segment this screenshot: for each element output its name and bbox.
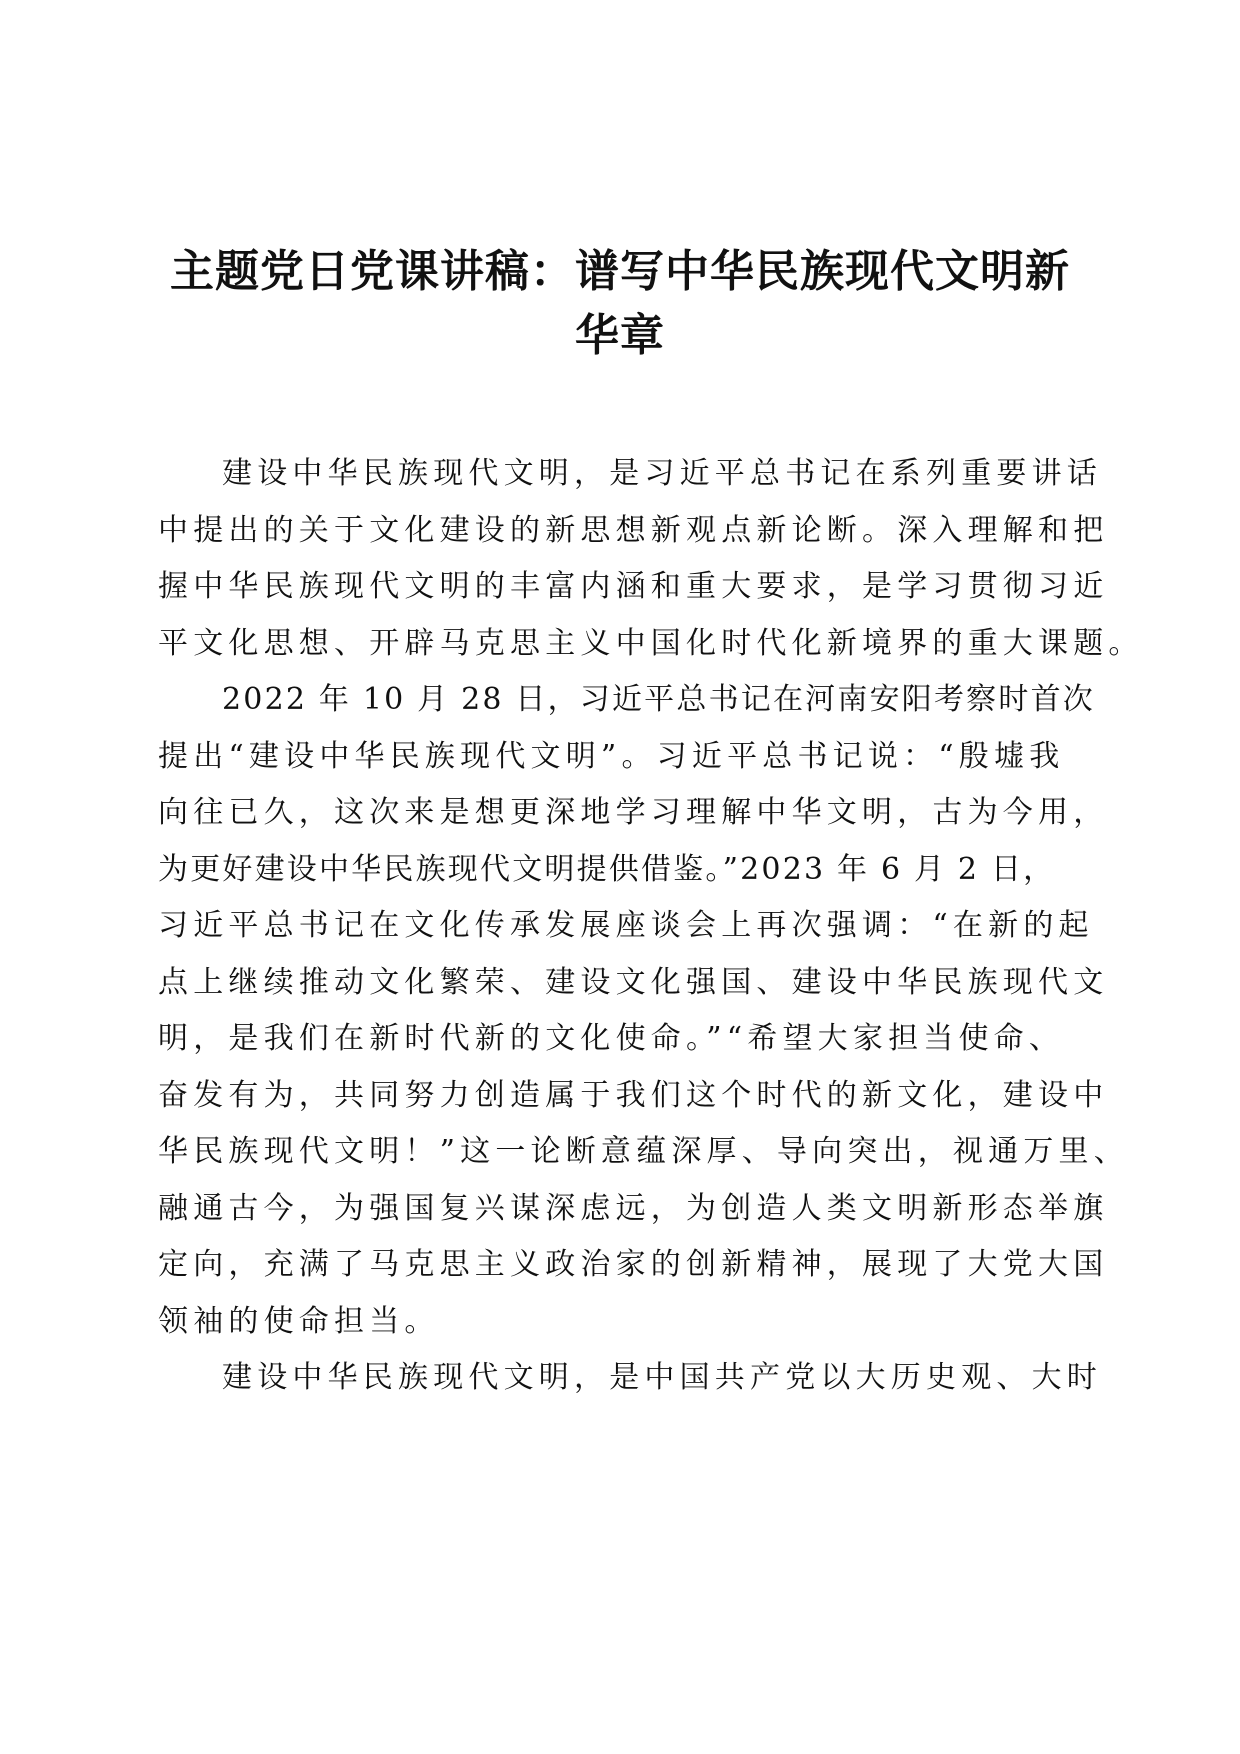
paragraph-1-line-3: 握中华民族现代文明的丰富内涵和重大要求，是学习贯彻习近 <box>158 569 1109 604</box>
paragraph-2-line-12: 领袖的使命担当。 <box>158 1303 440 1339</box>
paragraph-1-line-4: 平文化思想、开辟马克思主义中国化时代化新境界的重大课题。 <box>158 625 1144 661</box>
paragraph-2-line-2: 提出“建设中华民族现代文明”。习近平总书记说：“殷墟我 <box>158 738 1065 774</box>
paragraph-3 <box>158 1350 1118 1407</box>
paragraph-1-line-2: 中提出的关于文化建设的新思想新观点新论断。深入理解和把 <box>158 512 1109 548</box>
paragraph-2-line-10: 融通古今，为强国复兴谋深虑远，为创造人类文明新形态举旗 <box>158 1190 1109 1226</box>
paragraph-2-line-6: 点上继续推动文化繁荣、建设文化强国、建设中华民族现代文 <box>158 964 1109 1000</box>
paragraph-2-line-4: 为更好建设中华民族现代文明提供借鉴。”2023 年 6 月 2 日， <box>158 851 1056 887</box>
paragraph-1 <box>158 446 1144 672</box>
paragraph-2-line-7: 明，是我们在新时代新的文化使命。”“希望大家担当使命、 <box>158 1021 1065 1056</box>
document-body <box>158 446 1144 1407</box>
paragraph-2-line-3: 向往已久，这次来是想更深地学习理解中华文明，古为今用， <box>158 795 1109 830</box>
paragraph-3-line-1: 建设中华民族现代文明，是中国共产党以大历史观、大时 <box>222 1360 1102 1395</box>
paragraph-2 <box>158 672 1129 1350</box>
document-title <box>150 240 1090 368</box>
paragraph-2-line-9: 华民族现代文明！”这一论断意蕴深厚、导向突出，视通万里、 <box>158 1134 1129 1169</box>
title-line-1: 主题党日党课讲稿：谱写中华民族现代文明新 <box>170 246 1070 297</box>
paragraph-2-line-8: 奋发有为，共同努力创造属于我们这个时代的新文化，建设中 <box>158 1077 1109 1113</box>
paragraph-1-line-1: 建设中华民族现代文明，是习近平总书记在系列重要讲话 <box>222 456 1102 491</box>
paragraph-2-line-5: 习近平总书记在文化传承发展座谈会上再次强调：“在新的起 <box>158 908 1094 943</box>
title-line-2: 华章 <box>575 310 665 361</box>
paragraph-2-line-11: 定向，充满了马克思主义政治家的创新精神，展现了大党大国 <box>158 1247 1109 1282</box>
paragraph-2-line-1: 2022 年 10 月 28 日，习近平总书记在河南安阳考察时首次 <box>222 682 1095 717</box>
